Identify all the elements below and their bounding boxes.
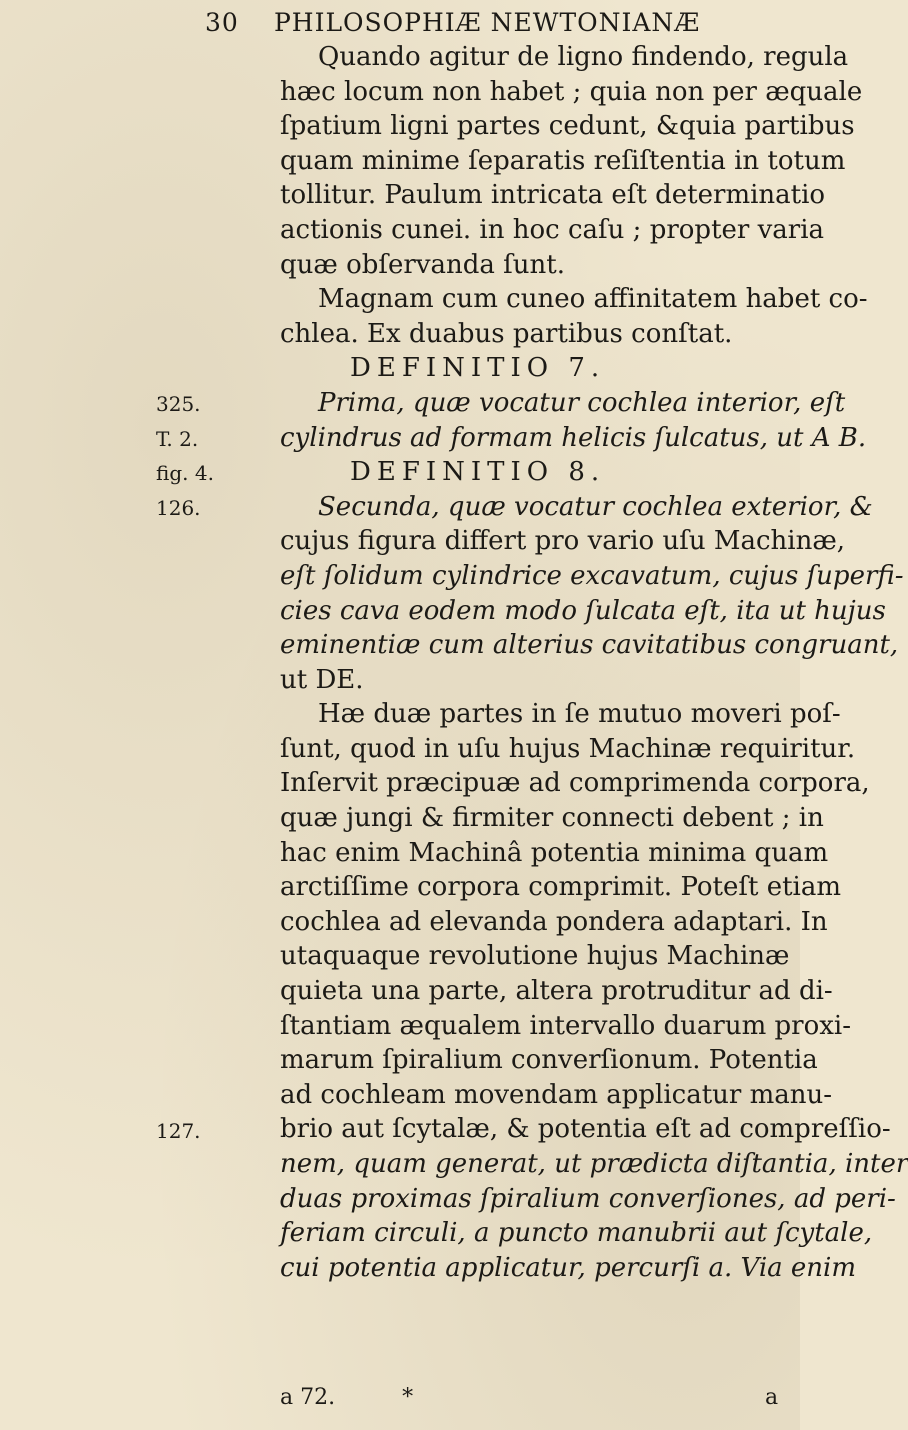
text-line: DEFINITIO 8. <box>350 457 606 488</box>
margin-note: T. 2. <box>156 426 199 451</box>
footer-line <box>280 1385 779 1410</box>
text-line: Quando agitur de ligno findendo, regula <box>318 42 849 72</box>
text-line: Magnam cum cuneo affinitatem habet co- <box>318 284 868 315</box>
margin-note: 126. <box>156 495 201 520</box>
text-line: DEFINITIO 7. <box>350 353 606 384</box>
page-number: 30 <box>205 8 239 37</box>
text-line: eſt ſolidum cylindrice excavatum, cujus ſuperfi- <box>280 560 904 591</box>
text-line: cies cava eodem modo ſulcata eſt, ita ut hujus <box>280 595 886 626</box>
text-line: Inſervit præcipuæ ad comprimenda corpora, <box>280 768 870 799</box>
text-line: quæ obſervanda ſunt. <box>280 249 565 280</box>
margin-note: 325. <box>156 392 201 416</box>
text-line: feriam circuli, a puncto manubrii aut ſcytale, <box>280 1218 873 1249</box>
text-line: hac enim Machinâ potentia minima quam <box>280 837 829 868</box>
text-line: Secunda, quæ vocatur cochlea exterior, & <box>318 491 873 522</box>
text-line: ſunt, quod in uſu hujus Machinæ requiritur. <box>280 733 856 764</box>
text-line: quam minime ſeparatis reſiſtentia in totum <box>280 145 846 176</box>
text-line: nem, quam generat, ut prædicta diſtantia, inter <box>280 1149 908 1179</box>
text-line: utaquaque revolutione hujus Machinæ <box>280 941 790 972</box>
text-line: ſtantiam æqualem intervallo duarum proxi- <box>280 1010 851 1041</box>
text-line: tollitur. Paulum intricata eſt determinatio <box>280 180 826 211</box>
text-line: eminentiæ cum alterius cavitatibus congruant, <box>280 630 899 661</box>
text-line: ſpatium ligni partes cedunt, &quia partibus <box>280 111 855 142</box>
text-line: cui potentia applicatur, percurſi a. Via enim <box>280 1252 856 1283</box>
text-line: brio aut ſcytalæ, & potentia eſt ad compreſſio- <box>280 1114 891 1145</box>
text-line: cylindrus ad formam helicis ſulcatus, ut A B. <box>280 422 867 453</box>
text-line: ut DE. <box>280 664 364 695</box>
text-line: marum ſpiralium converſionum. Potentia <box>280 1045 818 1076</box>
text-line: hæc locum non habet ; quia non per æquale <box>280 76 863 107</box>
text-line: Prima, quæ vocatur cochlea interior, eſt <box>318 387 846 418</box>
text-line: duas proximas ſpiralium converſiones, ad peri- <box>280 1183 896 1214</box>
margin-note: 127. <box>156 1118 201 1143</box>
text-line: cochlea ad elevanda pondera adaptari. In <box>280 906 828 937</box>
text-line: arctiſſime corpora comprimit. Poteſt etiam <box>280 872 842 903</box>
body-text <box>280 40 908 1285</box>
running-title: PHILOSOPHIÆ NEWTONIANÆ <box>273 8 701 37</box>
running-header <box>205 8 765 44</box>
text-line: quæ jungi & firmiter connecti debent ; in <box>280 803 824 834</box>
text-line: actionis cunei. in hoc caſu ; propter varia <box>280 214 825 245</box>
footnote-reference: a 72. <box>280 1385 336 1410</box>
text-line: cujus figura differt pro vario uſu Machinæ, <box>280 526 846 557</box>
margin-note: fig. 4. <box>156 461 214 486</box>
text-line: quieta una parte, altera protruditur ad di- <box>280 976 833 1007</box>
text-line: ad cochleam movendam applicatur manu- <box>280 1079 833 1110</box>
catchword: a <box>765 1385 779 1410</box>
text-line: chlea. Ex duabus partibus conſtat. <box>280 318 733 349</box>
signature-mark: * <box>402 1385 414 1410</box>
text-line: Hæ duæ partes in ſe mutuo moveri poſ- <box>318 699 841 730</box>
